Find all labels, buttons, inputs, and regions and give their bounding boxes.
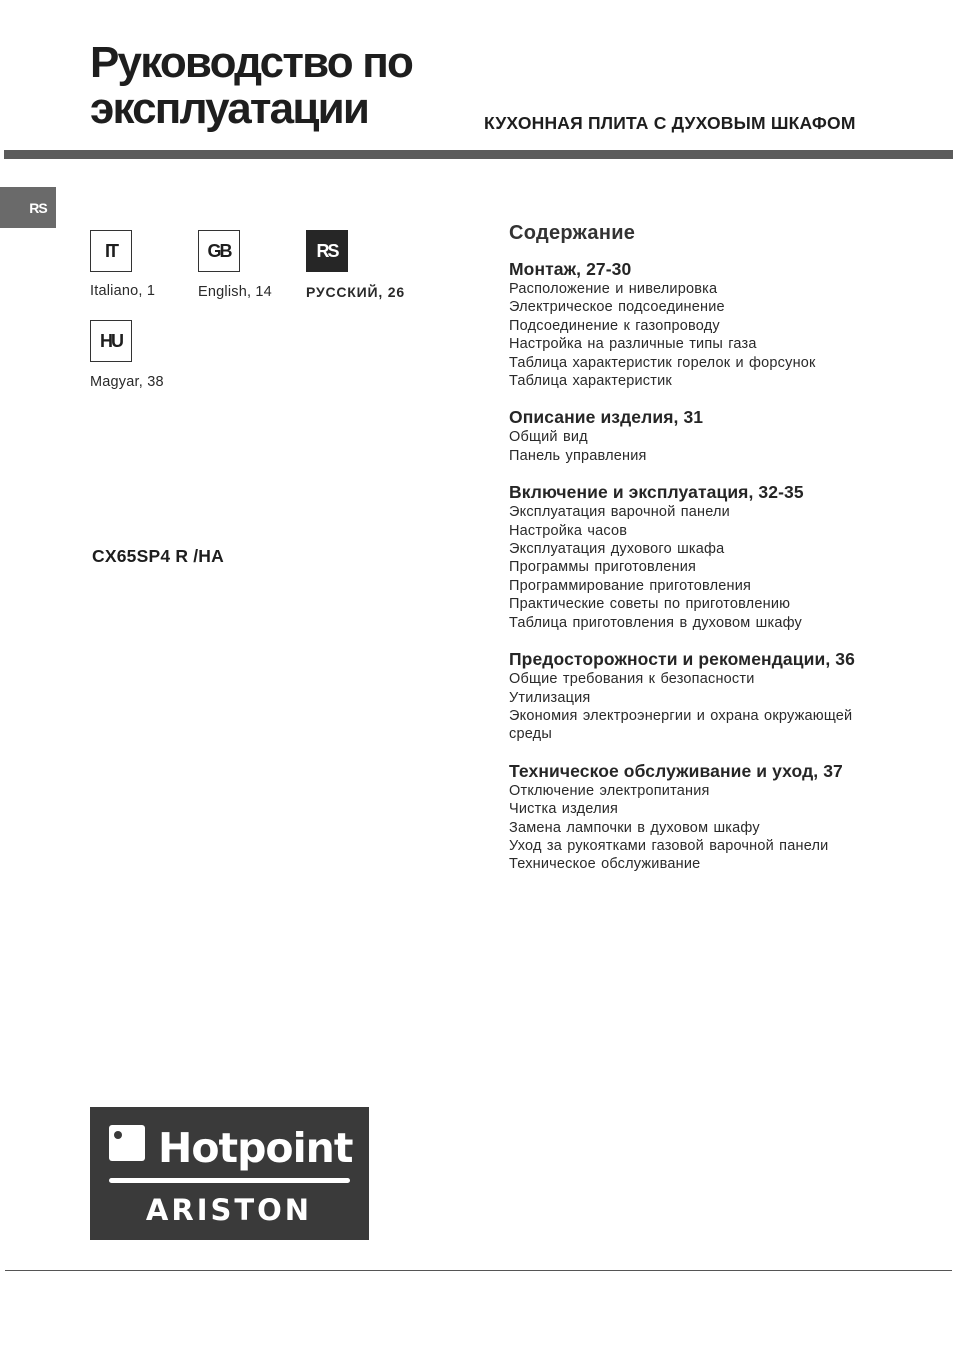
toc-item[interactable]: Утилизация (509, 689, 591, 706)
lang-code-gb: GB (207, 240, 231, 261)
toc-section-operation (509, 482, 929, 632)
toc-item[interactable]: среды (509, 726, 552, 743)
toc-item[interactable]: Экономия электроэнергии и охрана окружающей (509, 707, 853, 724)
lang-label-gb[interactable]: English, 14 (198, 284, 272, 300)
model-number: CX65SP4 R /HA (92, 546, 224, 566)
brand-logo-graphic (90, 1107, 369, 1240)
toc-section-title[interactable]: Предосторожности и рекомендации, 36 (509, 649, 855, 670)
logo-square-dot (114, 1131, 122, 1139)
toc-item[interactable]: Электрическое подсоединение (509, 299, 725, 316)
toc-heading: Содержание (509, 222, 636, 244)
toc-item[interactable]: Эксплуатация варочной панели (509, 504, 730, 521)
toc-item[interactable]: Расположение и нивелировка (509, 281, 718, 297)
toc-item[interactable]: Общий вид (509, 429, 588, 446)
header-divider (4, 150, 953, 159)
toc-item[interactable]: Настройка на различные типы газа (509, 336, 757, 353)
title-line-1: Руководство по (90, 38, 413, 87)
lang-code-it: IT (105, 240, 117, 261)
toc-item[interactable]: Отключение электропитания (509, 782, 710, 799)
lang-box-gb[interactable] (198, 230, 240, 272)
toc-item[interactable]: Таблица приготовления в духовом шкафу (509, 614, 803, 631)
lang-code-rs: RS (316, 240, 338, 261)
lang-box-it[interactable] (90, 230, 132, 272)
toc-section-title[interactable]: Описание изделия, 31 (509, 407, 704, 428)
toc-item[interactable]: Программирование приготовления (509, 577, 752, 594)
toc-item[interactable]: Замена лампочки в духовом шкафу (509, 819, 760, 836)
toc-section-installation (509, 259, 929, 390)
toc-section-precautions (509, 649, 929, 744)
toc-item[interactable]: Эксплуатация духового шкафа (509, 541, 725, 558)
logo-brand-bottom: ARISTON (145, 1193, 313, 1227)
toc-item[interactable]: Панель управления (509, 447, 647, 464)
toc-item[interactable]: Таблица характеристик (509, 373, 672, 390)
side-tab-label: RS (29, 199, 47, 216)
toc-item[interactable]: Техническое обслуживание (509, 856, 701, 873)
toc-item[interactable]: Подсоединение к газопроводу (509, 317, 720, 334)
toc-section-maintenance (509, 761, 929, 874)
lang-label-it[interactable]: Italiano, 1 (90, 283, 156, 299)
title-line-2: эксплуатации (90, 84, 369, 133)
lang-code-hu: HU (100, 330, 122, 351)
toc-item[interactable]: Уход за рукоятками газовой варочной панели (509, 837, 829, 854)
toc-item[interactable]: Общие требования к безопасности (509, 671, 755, 688)
toc-item[interactable]: Практические советы по приготовлению (509, 596, 791, 613)
lang-label-hu[interactable]: Magyar, 38 (90, 374, 164, 390)
logo-square-icon (109, 1125, 145, 1161)
document-title (90, 40, 412, 132)
toc-section-description (509, 407, 929, 465)
toc-item[interactable]: Программы приготовления (509, 559, 697, 576)
toc-section-title[interactable]: Монтаж, 27-30 (509, 259, 632, 279)
logo-brand-top: Hotpoint (158, 1124, 353, 1172)
toc-section-title[interactable]: Техническое обслуживание и уход, 37 (509, 760, 843, 781)
toc-section-title[interactable]: Включение и эксплуатация, 32-35 (509, 482, 804, 503)
toc-item[interactable]: Чистка изделия (509, 801, 619, 818)
lang-box-rs[interactable] (306, 230, 348, 272)
lang-box-hu[interactable] (90, 320, 132, 362)
hotpoint-ariston-logo (90, 1107, 369, 1240)
footer-divider (5, 1270, 952, 1271)
language-side-tab (0, 187, 56, 228)
table-of-contents (509, 222, 929, 891)
logo-divider (109, 1178, 350, 1183)
lang-label-rs[interactable]: РУССКИЙ, 26 (306, 284, 405, 300)
product-type-subtitle: КУХОННАЯ ПЛИТА С ДУХОВЫМ ШКАФОМ (484, 113, 856, 133)
toc-item[interactable]: Настройка часов (509, 522, 628, 539)
toc-item[interactable]: Таблица характеристик горелок и форсунок (509, 354, 816, 371)
